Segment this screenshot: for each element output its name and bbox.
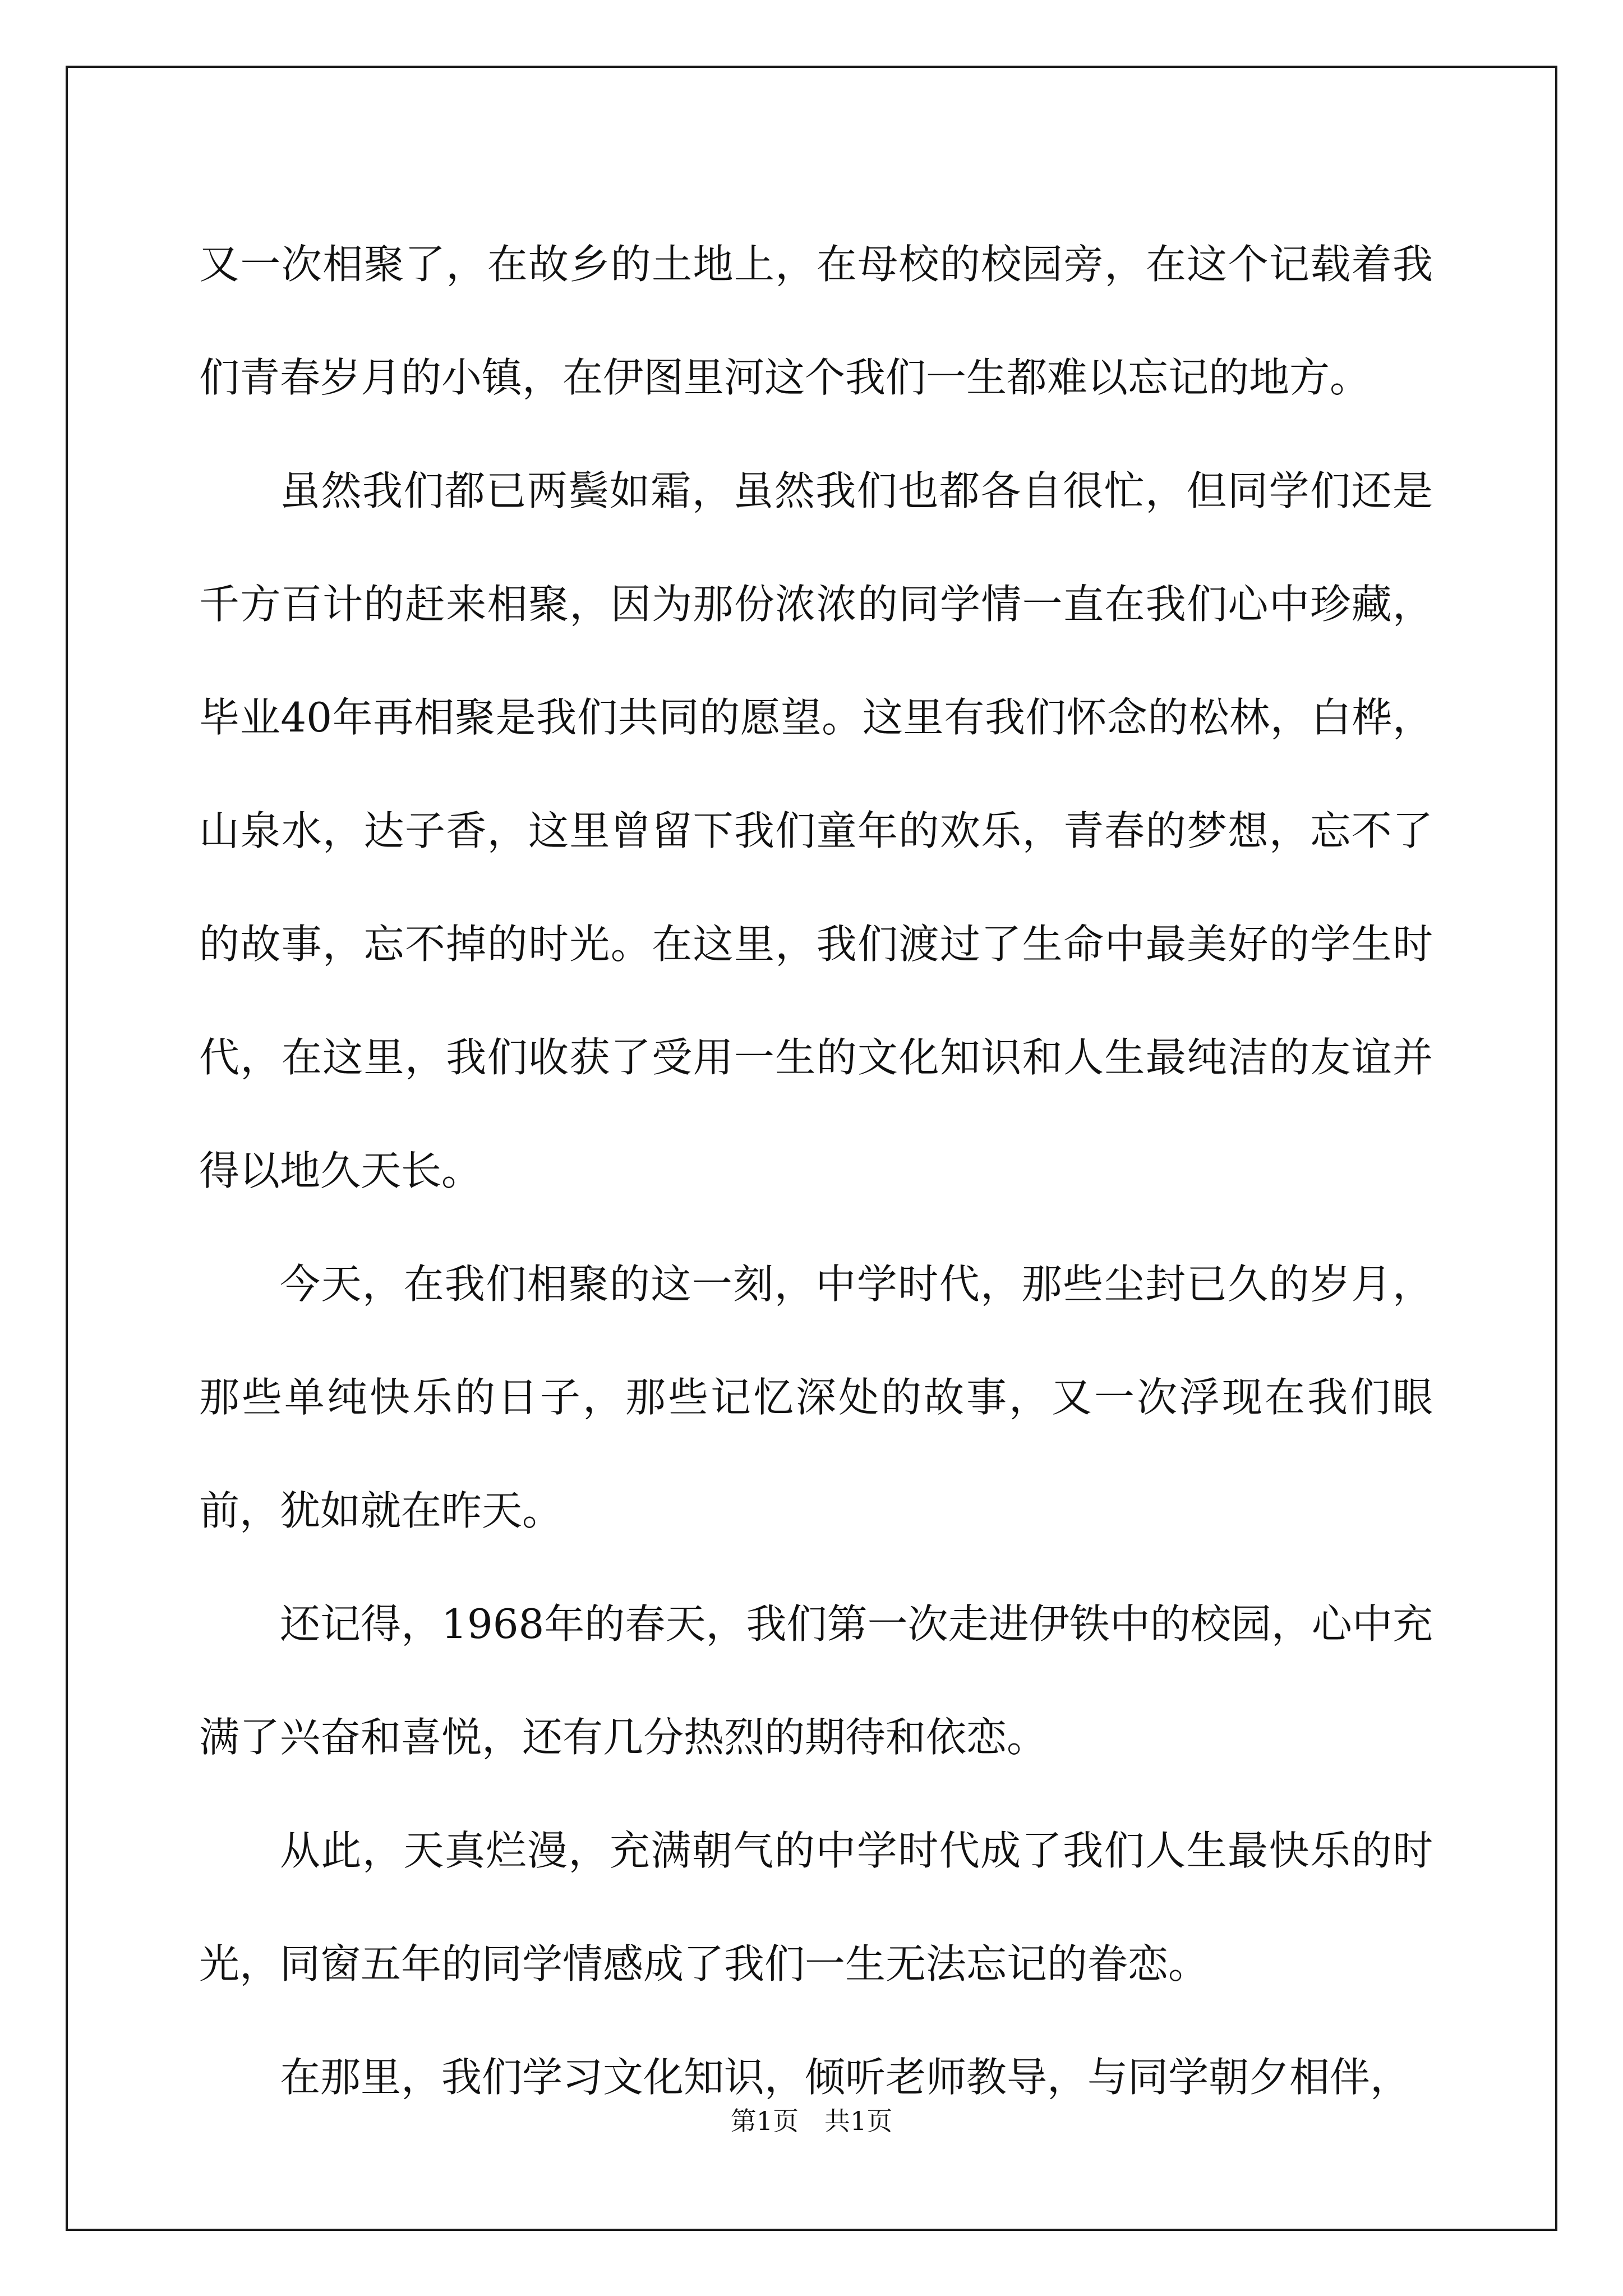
paragraph-4: 还记得，1968年的春天，我们第一次走进伊铁中的校园，心中充满了兴奋和喜悦，还有几分热烈的期待和依恋。 <box>199 1600 1433 1761</box>
paragraph-3: 今天，在我们相聚的这一刻，中学时代，那些尘封已久的岁月，那些单纯快乐的日子，那些记忆深处的故事，又一次浮现在我们眼前，犹如就在昨天。 <box>199 1260 1433 1534</box>
paragraph-6: 在那里，我们学习文化知识，倾听老师教导，与同学朝夕相伴， <box>280 2054 1411 2101</box>
page-footer: 第1页 共1页 <box>730 2106 893 2136</box>
document-body <box>199 208 1433 2134</box>
paragraph-5: 从此，天真烂漫，充满朝气的中学时代成了我们人生最快乐的时光，同窗五年的同学情感成了我们一生无法忘记的眷恋。 <box>199 1827 1433 1987</box>
paragraph-1: 又一次相聚了，在故乡的土地上，在母校的校园旁，在这个记载着我们青春岁月的小镇，在伊图里河这个我们一生都难以忘记的地方。 <box>199 241 1433 401</box>
paragraph-2: 虽然我们都已两鬓如霜，虽然我们也都各自很忙，但同学们还是千方百计的赶来相聚，因为那份浓浓的同学情一直在我们心中珍藏，毕业40年再相聚是我们共同的愿望。这里有我们怀念的松林，白桦，山泉水，达子香，这里曾留下我们童年的欢乐，青春的梦想，忘不了的故事，忘不掉的时光。在这里，我们渡过了生命中最美好的学生时代，在这里，我们收获了受用一生的文化知识和人生最纯洁的友谊并得以地久天长。 <box>199 467 1433 1194</box>
